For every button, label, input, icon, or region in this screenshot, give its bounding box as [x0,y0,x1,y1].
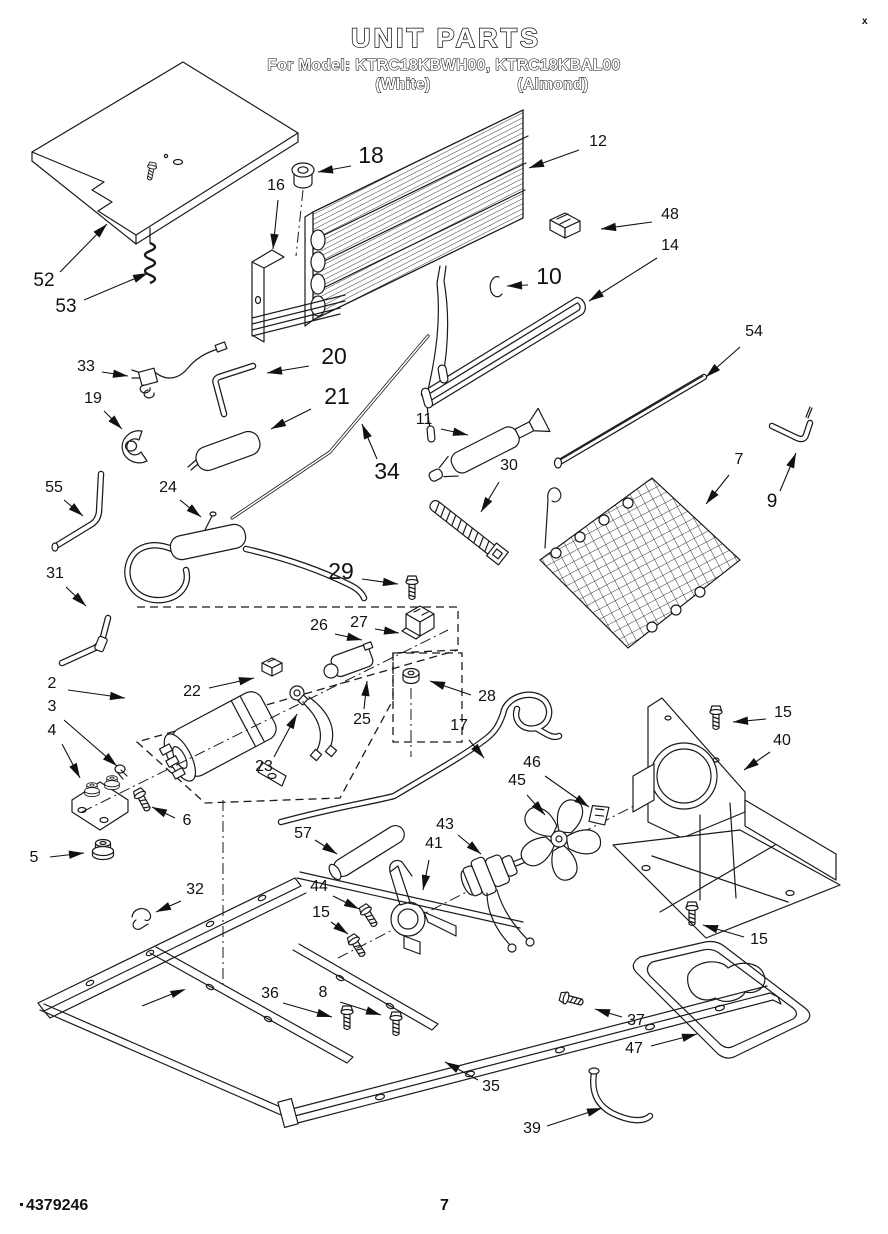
part-9-water-valve-tube [772,407,812,439]
part-number-46: 46 [523,754,541,771]
callout-24 [159,479,201,517]
part-number-39: 39 [523,1120,541,1137]
part-5-grommet [93,840,114,860]
part-number-15: 15 [774,704,792,721]
part-number-47: 47 [625,1040,643,1057]
callout-10 [507,263,562,289]
part-52-unit-cover [32,62,298,244]
callout-48 [601,206,679,231]
part-number-32: 32 [186,881,204,898]
part-number-35: 35 [482,1078,500,1095]
callout-41 [422,835,443,890]
part-number-8: 8 [318,984,328,1001]
part-number-30: 30 [500,457,518,474]
part-number-20: 20 [321,343,347,369]
part-number-29: 29 [328,558,354,584]
part-number-22: 22 [183,683,201,700]
part-number-9: 9 [766,491,778,512]
callout-5 [30,849,84,866]
part-47-drain-pan [633,942,809,1059]
callout-28 [430,681,496,705]
part-19-tube-clamp [122,431,147,463]
part-number-11: 11 [415,411,433,428]
callout-9 [767,453,796,512]
part-4-compressor-bracket [72,776,128,830]
callout-30 [481,457,518,512]
part-10-clip [490,277,502,297]
callout-34 [362,424,400,484]
part-number-55: 55 [45,479,63,496]
callout-15 [312,904,348,934]
part-number-24: 24 [159,479,177,496]
part-39-drain-hose [589,1068,650,1120]
part-11-filter-drier [424,408,550,489]
part-15-screw-a [346,933,369,959]
part-number-53: 53 [55,296,77,317]
part-48-mounting-block [550,213,580,238]
part-number-7: 7 [734,451,744,468]
page-number: 7 [440,1197,449,1214]
callout-21 [271,383,350,429]
part-30-cable-tie [427,496,509,565]
callout-19 [84,390,122,429]
part-26-connector [262,658,282,676]
part-number-16: 16 [267,177,285,194]
part-number-26: 26 [310,617,328,634]
part-number-6: 6 [182,812,192,829]
part-number-45: 45 [508,772,526,789]
callout-12 [529,133,607,168]
part-number-34: 34 [374,458,400,484]
part-53-spring [145,228,155,283]
callout-40 [744,732,791,770]
part-number-2: 2 [47,675,57,692]
model-line: For Model: KTRC18KBWH00, KTRC18KBAL00 [267,57,621,74]
part-number-5: 5 [29,849,39,866]
part-number-43: 43 [436,816,454,833]
callout-29 [328,558,398,586]
corner-mark: x [862,16,868,27]
part-28-nut [403,669,419,758]
part-41-fan-bracket [390,860,456,954]
part-40-fan-shroud [613,698,840,938]
part-33-wire-harness [132,342,227,398]
callout-3 [48,698,117,766]
part-number-23: 23 [255,758,273,775]
callout-47 [625,1034,697,1057]
part-number-12: 12 [589,133,607,150]
part-number-21: 21 [324,383,350,409]
callout-35 [445,1062,500,1095]
part-number-19: 19 [84,390,102,407]
callout-33 [77,358,128,378]
part-21-drier [188,428,263,473]
part-24-suction-muffler [127,512,364,600]
part-number-41: 41 [425,835,443,852]
part-6-screw [132,787,154,813]
part-number-52: 52 [33,270,55,291]
part-number-57: 57 [294,825,312,842]
callout-55 [45,479,83,516]
callout-53 [55,273,148,317]
part-8-screw-b [390,1012,402,1036]
callout-46 [523,754,589,807]
part-45-fan-blade [518,795,604,880]
callout-6 [152,807,192,829]
part-37-screw [559,991,585,1009]
part-44-screw [358,903,381,929]
part-32-clip [132,909,151,930]
part-number-4: 4 [47,722,57,739]
footer-dot [20,1203,23,1206]
part-number-40: 40 [773,732,791,749]
callout-37 [595,1009,645,1029]
callout-2 [48,675,125,700]
part-31-tube [62,618,108,663]
part-number-14: 14 [661,237,679,254]
part-number-3: 3 [47,698,57,715]
finish-almond: (Almond) [517,76,589,93]
callout-25 [353,681,371,728]
callout-7 [706,451,744,504]
part-12-fin-coil [305,110,528,326]
part-number-27: 27 [350,614,368,631]
part-number-15: 15 [312,904,330,921]
part-number-15: 15 [750,931,768,948]
callout-57 [294,825,337,854]
part-number-10: 10 [536,263,562,289]
part-46-fan-clip [587,802,611,827]
callout-14 [589,237,679,301]
part-54-insulated-tube [555,376,705,468]
callout-11 [416,411,468,436]
callout-39 [523,1108,602,1137]
part-number-36: 36 [261,985,279,1002]
callout-31 [46,565,86,606]
callout-52 [33,224,107,291]
callout-4 [48,722,80,778]
part-29-screw [406,576,418,600]
part-number-17: 17 [450,717,468,734]
part-number-37: 37 [627,1012,645,1029]
part-8-screw-a [341,1006,353,1030]
part-number-33: 33 [77,358,95,375]
callout-15 [733,704,792,725]
part-number-18: 18 [358,142,384,168]
part-17-discharge-tube [281,695,559,822]
callout-18 [318,142,384,173]
page-title: UNIT PARTS [351,23,541,53]
callout-27 [350,614,399,635]
finish-white: (White) [375,76,431,93]
doc-number: 4379246 [26,1197,89,1214]
part-15-screw-b [710,706,722,730]
callout-45 [508,772,545,815]
callout-16 [267,177,285,249]
part-number-54: 54 [745,323,763,340]
part-number-48: 48 [661,206,679,223]
part-7-wire-condenser [540,478,740,648]
callout-54 [706,323,763,377]
part-number-28: 28 [478,688,496,705]
part-number-31: 31 [46,565,64,582]
part-number-44: 44 [310,878,328,895]
part-27-relay [402,606,434,639]
callout-20 [267,343,347,375]
part-20-bent-tube [215,366,253,414]
callout-32 [156,881,204,912]
part-number-25: 25 [353,711,371,728]
part-25-overload-protector [324,642,375,678]
